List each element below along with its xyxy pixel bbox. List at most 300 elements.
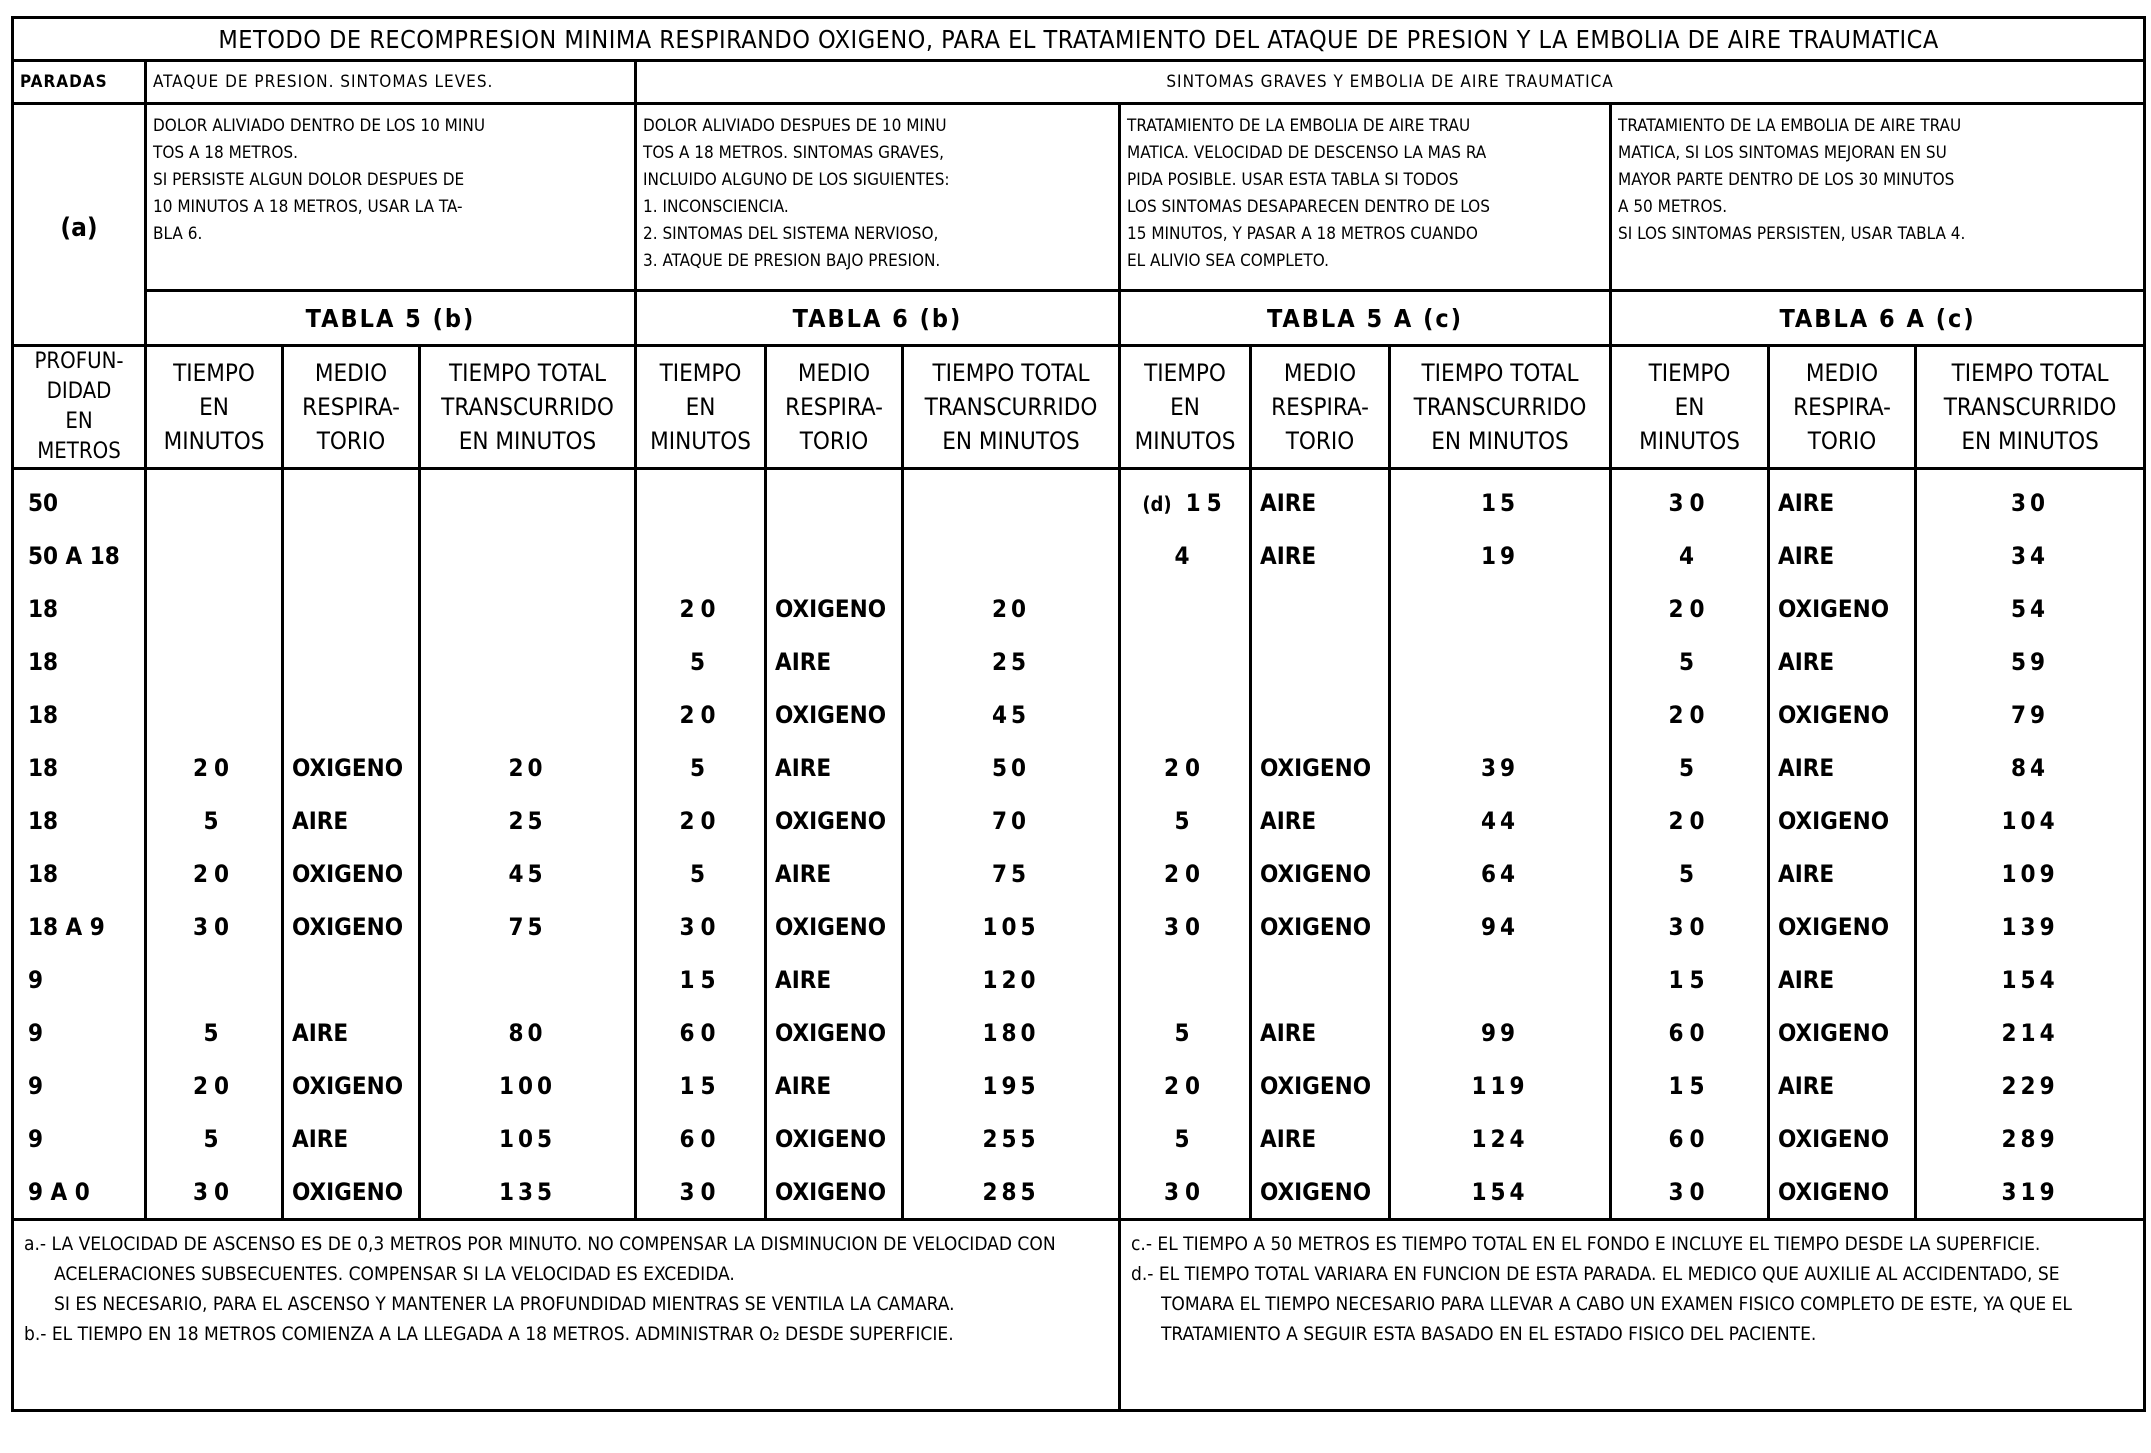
cell-value: OXIGENO	[1778, 700, 1890, 729]
header-line: TIEMPO	[1648, 359, 1731, 387]
total-cell	[1916, 1006, 2145, 1059]
header-line: EN	[685, 393, 716, 421]
cell-value: 15	[1668, 1071, 1711, 1100]
header-medio	[766, 346, 903, 469]
medio-cell	[766, 794, 903, 847]
cell-value: OXIGENO	[1778, 806, 1890, 835]
total-cell	[1916, 1165, 2145, 1220]
tiempo-cell	[636, 953, 766, 1006]
tabla6a-heading: TABLA 6 A (c)	[1611, 291, 2145, 346]
cell-value: 109	[2001, 859, 2059, 888]
cell-value: 5	[203, 806, 225, 835]
cell-value: 75	[991, 859, 1031, 888]
tiempo-cell	[1611, 469, 1769, 530]
medio-cell	[1251, 469, 1390, 530]
description-line: LOS SINTOMAS DESAPARECEN DENTRO DE LOS	[1127, 197, 1490, 217]
cell-value: 19	[1480, 541, 1520, 570]
header-line: EN	[65, 409, 93, 434]
medio-cell	[1769, 1006, 1916, 1059]
medio-cell	[766, 953, 903, 1006]
cell-value: 20	[991, 594, 1031, 623]
medio-cell	[766, 469, 903, 530]
depth-cell	[13, 794, 146, 847]
tiempo-cell	[1120, 847, 1251, 900]
medio-cell	[1769, 469, 1916, 530]
cell-value: 15	[679, 1071, 722, 1100]
tiempo-cell	[1611, 794, 1769, 847]
medio-cell	[1769, 635, 1916, 688]
cell-value: 5	[203, 1124, 225, 1153]
medio-cell	[1769, 953, 1916, 1006]
cell-value: AIRE	[775, 1071, 832, 1100]
description-line: 2. SINTOMAS DEL SISTEMA NERVIOSO,	[643, 224, 939, 244]
medio-cell	[1769, 688, 1916, 741]
description-line: MATICA. VELOCIDAD DE DESCENSO LA MAS RA	[1127, 143, 1487, 163]
header-tiempo	[1120, 346, 1251, 469]
total-cell	[1390, 469, 1611, 530]
cell-value: 20	[1668, 700, 1711, 729]
header-line: TRANSCURRIDO	[1413, 393, 1587, 421]
cell-value: 45	[508, 859, 547, 888]
description-line: MAYOR PARTE DENTRO DE LOS 30 MINUTOS	[1618, 170, 1955, 190]
table-row	[13, 1006, 2145, 1059]
total-cell	[420, 529, 636, 582]
header-tiempo-total	[420, 346, 636, 469]
cell-value: 214	[2001, 1018, 2059, 1047]
tiempo-cell	[636, 794, 766, 847]
description-line: A 50 METROS.	[1618, 197, 1728, 217]
cell-value: 5	[689, 647, 712, 676]
depth-cell	[13, 469, 146, 530]
header-line: RESPIRA-	[785, 393, 883, 421]
header-line: EN	[1170, 393, 1200, 421]
medio-cell	[1251, 1059, 1390, 1112]
header-medio	[283, 346, 420, 469]
cell-value: 5	[203, 1018, 225, 1047]
total-cell	[1916, 794, 2145, 847]
medio-cell	[1251, 582, 1390, 635]
paradas-label: PARADAS	[13, 61, 146, 104]
cell-value: 99	[1480, 1018, 1520, 1047]
tiempo-cell	[1120, 529, 1251, 582]
cell-value: 18	[28, 753, 59, 782]
cell-value: 30	[1668, 488, 1711, 517]
total-cell	[1916, 741, 2145, 794]
tiempo-cell	[1120, 688, 1251, 741]
medio-cell	[1769, 1112, 1916, 1165]
header-line: MINUTOS	[650, 427, 751, 455]
cell-value: 5	[689, 859, 712, 888]
depth-cell	[13, 529, 146, 582]
header-line: TORIO	[316, 427, 386, 455]
tiempo-cell	[1611, 847, 1769, 900]
cell-value: AIRE	[1260, 1018, 1317, 1047]
cell-value: 30	[679, 912, 722, 941]
depth-cell	[13, 582, 146, 635]
table-row	[13, 635, 2145, 688]
medio-cell	[766, 688, 903, 741]
cell-value: 30	[192, 912, 236, 941]
header-line: RESPIRA-	[302, 393, 400, 421]
section-graves: SINTOMAS GRAVES Y EMBOLIA DE AIRE TRAUMATICA	[636, 61, 2145, 104]
cell-value: 20	[679, 594, 722, 623]
cell-value: 20	[1668, 806, 1711, 835]
cell-value: OXIGENO	[1778, 1177, 1890, 1206]
description-line: PIDA POSIBLE. USAR ESTA TABLA SI TODOS	[1127, 170, 1459, 190]
medio-cell	[1251, 794, 1390, 847]
cell-value: OXIGENO	[1260, 912, 1372, 941]
total-cell	[903, 469, 1120, 530]
cell-value: 30	[1163, 1177, 1207, 1206]
header-line: TIEMPO	[1144, 359, 1226, 387]
total-cell	[903, 794, 1120, 847]
cell-value: AIRE	[292, 1018, 349, 1047]
cell-value: 18	[28, 700, 59, 729]
cell-value: OXIGENO	[292, 912, 404, 941]
table-row	[13, 1165, 2145, 1220]
tiempo-cell	[146, 635, 283, 688]
medio-cell	[1251, 635, 1390, 688]
cell-value: 60	[679, 1018, 722, 1047]
description-line: 3. ATAQUE DE PRESION BAJO PRESION.	[643, 251, 941, 271]
cell-value: OXIGENO	[1778, 912, 1890, 941]
desc-tabla6a	[1611, 104, 2145, 291]
cell-value: 15	[1185, 488, 1228, 517]
cell-value: 50	[991, 753, 1031, 782]
total-cell	[420, 741, 636, 794]
medio-cell	[1251, 847, 1390, 900]
header-tiempo	[146, 346, 283, 469]
total-cell	[1916, 847, 2145, 900]
cell-value: 20	[192, 1071, 236, 1100]
tiempo-cell	[636, 741, 766, 794]
tiempo-cell	[146, 741, 283, 794]
cell-value: OXIGENO	[1778, 1018, 1890, 1047]
cell-value: 80	[508, 1018, 547, 1047]
cell-value: 54	[2011, 594, 2050, 623]
header-tiempo	[636, 346, 766, 469]
cell-value: OXIGENO	[292, 753, 404, 782]
cell-value: AIRE	[292, 1124, 349, 1153]
medio-cell	[1251, 1165, 1390, 1220]
cell-value: 30	[1668, 912, 1711, 941]
medio-cell	[1251, 953, 1390, 1006]
cell-value: 120	[982, 965, 1040, 994]
cell-value: OXIGENO	[775, 912, 887, 941]
description-line: INCLUIDO ALGUNO DE LOS SIGUIENTES:	[643, 170, 950, 190]
header-line: RESPIRA-	[1271, 393, 1369, 421]
medio-cell	[283, 741, 420, 794]
header-medio	[1769, 346, 1916, 469]
cell-value: 25	[508, 806, 547, 835]
cell-value: 34	[2011, 541, 2050, 570]
tiempo-cell	[146, 469, 283, 530]
cell-value: 20	[508, 753, 547, 782]
cell-value: 18	[28, 859, 59, 888]
total-cell	[903, 635, 1120, 688]
cell-value: 9	[28, 1018, 44, 1047]
cell-value: 30	[192, 1177, 236, 1206]
medio-cell	[766, 1059, 903, 1112]
cell-value: 25	[991, 647, 1031, 676]
table-row	[13, 1112, 2145, 1165]
cell-value: 39	[1480, 753, 1520, 782]
tiempo-cell	[636, 529, 766, 582]
total-cell	[903, 529, 1120, 582]
cell-value: AIRE	[775, 859, 832, 888]
cell-value: OXIGENO	[1260, 1071, 1372, 1100]
table-row	[13, 469, 2145, 530]
total-cell	[1390, 741, 1611, 794]
header-tiempo-total	[903, 346, 1120, 469]
total-cell	[903, 1165, 1120, 1220]
header-line: TRANSCURRIDO	[441, 393, 614, 421]
depth-cell	[13, 635, 146, 688]
cell-value: 5	[689, 753, 712, 782]
cell-value: 5	[1678, 753, 1701, 782]
medio-cell	[283, 635, 420, 688]
medio-cell	[283, 1165, 420, 1220]
tiempo-cell	[636, 688, 766, 741]
header-line: MEDIO	[1283, 359, 1357, 387]
cell-value: 154	[2001, 965, 2059, 994]
cell-value: 180	[982, 1018, 1040, 1047]
total-cell	[1390, 688, 1611, 741]
cell-value: 59	[2011, 647, 2050, 676]
header-line: TIEMPO	[173, 359, 255, 387]
cell-value: 79	[2011, 700, 2050, 729]
cell-value: 9	[28, 1124, 44, 1153]
header-line: TRANSCURRIDO	[1943, 393, 2117, 421]
tiempo-cell	[636, 1006, 766, 1059]
cell-value: 60	[1668, 1124, 1711, 1153]
table-row	[13, 688, 2145, 741]
cell-value: OXIGENO	[292, 859, 404, 888]
total-cell	[1390, 794, 1611, 847]
cell-value: 5	[1174, 1018, 1196, 1047]
tiempo-cell	[636, 900, 766, 953]
cell-value: AIRE	[292, 806, 349, 835]
cell-value: 15	[679, 965, 722, 994]
tiempo-cell	[1120, 635, 1251, 688]
note-a-label: (a)	[13, 104, 146, 346]
cell-value: OXIGENO	[775, 700, 887, 729]
table-row	[13, 1059, 2145, 1112]
cell-value: 9	[28, 965, 44, 994]
depth-cell	[13, 1165, 146, 1220]
table-row	[13, 953, 2145, 1006]
tiempo-cell	[1611, 582, 1769, 635]
tiempo-cell	[1611, 1165, 1769, 1220]
total-cell	[1390, 847, 1611, 900]
tabla5a-heading: TABLA 5 A (c)	[1120, 291, 1611, 346]
total-cell	[903, 1059, 1120, 1112]
header-line: TIEMPO	[659, 359, 742, 387]
cell-value: 20	[1163, 753, 1207, 782]
depth-cell	[13, 953, 146, 1006]
header-line: MEDIO	[314, 359, 388, 387]
footnote-c: c.- EL TIEMPO A 50 METROS ES TIEMPO TOTAL EN EL FONDO E INCLUYE EL TIEMPO DESDE LA SUPERFICIE.	[1131, 1233, 2041, 1255]
cell-value: OXIGENO	[775, 1177, 887, 1206]
cell-value: 44	[1480, 806, 1520, 835]
cell-value: OXIGENO	[1260, 753, 1372, 782]
medio-cell	[283, 1006, 420, 1059]
cell-value: 50 A 18	[28, 541, 120, 570]
total-cell	[420, 1165, 636, 1220]
tiempo-cell	[1120, 1059, 1251, 1112]
desc-tabla5	[146, 104, 636, 291]
total-cell	[420, 900, 636, 953]
total-cell	[1916, 529, 2145, 582]
cell-value: 289	[2001, 1124, 2059, 1153]
description-line: SI PERSISTE ALGUN DOLOR DESPUES DE	[153, 170, 465, 190]
medio-cell	[1251, 741, 1390, 794]
description-line: TRATAMIENTO DE LA EMBOLIA DE AIRE TRAU	[1618, 116, 1962, 136]
desc-tabla5a	[1120, 104, 1611, 291]
medio-cell	[766, 1165, 903, 1220]
cell-value: 154	[1471, 1177, 1529, 1206]
header-medio	[1251, 346, 1390, 469]
tabla5-heading: TABLA 5 (b)	[146, 291, 636, 346]
cell-value: 4	[1174, 541, 1196, 570]
header-tiempo	[1611, 346, 1769, 469]
total-cell	[420, 582, 636, 635]
cell-value: AIRE	[1778, 488, 1835, 517]
description-line: 15 MINUTOS, Y PASAR A 18 METROS CUANDO	[1127, 224, 1478, 244]
footnote-a-cont: SI ES NECESARIO, PARA EL ASCENSO Y MANTENER LA PROFUNDIDAD MIENTRAS SE VENTILA LA CAMARA.	[54, 1293, 955, 1315]
cell-value: 30	[2011, 488, 2050, 517]
depth-cell	[13, 847, 146, 900]
cell-value: 45	[991, 700, 1031, 729]
description-line: TOS A 18 METROS.	[153, 143, 298, 163]
header-line: TRANSCURRIDO	[924, 393, 1098, 421]
tiempo-cell	[1120, 582, 1251, 635]
tiempo-cell	[1120, 741, 1251, 794]
table-row	[13, 847, 2145, 900]
medio-cell	[283, 953, 420, 1006]
total-cell	[1390, 1112, 1611, 1165]
medio-cell	[766, 741, 903, 794]
total-cell	[903, 582, 1120, 635]
cell-value: 30	[1163, 912, 1207, 941]
total-cell	[420, 1059, 636, 1112]
description-line: 1. INCONSCIENCIA.	[643, 197, 789, 217]
cell-value: 135	[498, 1177, 557, 1206]
footnote-b: b.- EL TIEMPO EN 18 METROS COMIENZA A LA LLEGADA A 18 METROS. ADMINISTRAR O₂ DESDE SUPERFICIE.	[24, 1323, 954, 1345]
tiempo-cell	[636, 635, 766, 688]
cell-value: OXIGENO	[775, 806, 887, 835]
cell-value: AIRE	[1260, 541, 1317, 570]
medio-cell	[766, 1006, 903, 1059]
total-cell	[420, 1006, 636, 1059]
tabla6-heading: TABLA 6 (b)	[636, 291, 1120, 346]
medio-cell	[766, 1112, 903, 1165]
header-line: METROS	[37, 439, 121, 464]
header-line: EN MINUTOS	[942, 427, 1080, 455]
tiempo-cell	[1611, 1112, 1769, 1165]
tiempo-cell	[146, 1165, 283, 1220]
cell-value: AIRE	[1260, 806, 1317, 835]
medio-cell	[283, 1112, 420, 1165]
cell-value: 60	[1668, 1018, 1711, 1047]
cell-value: AIRE	[1778, 1071, 1835, 1100]
tiempo-cell	[146, 1112, 283, 1165]
cell-value: AIRE	[1778, 965, 1835, 994]
cell-value: OXIGENO	[775, 1124, 887, 1153]
header-line: MINUTOS	[1134, 427, 1236, 455]
tiempo-cell	[146, 1059, 283, 1112]
total-cell	[420, 688, 636, 741]
medio-cell	[766, 635, 903, 688]
header-tiempo-total	[1916, 346, 2145, 469]
tiempo-cell	[1120, 900, 1251, 953]
tiempo-cell	[636, 582, 766, 635]
medio-cell	[283, 1059, 420, 1112]
description-line: TOS A 18 METROS. SINTOMAS GRAVES,	[643, 143, 944, 163]
total-cell	[1916, 900, 2145, 953]
tiempo-cell	[146, 529, 283, 582]
header-line: RESPIRA-	[1793, 393, 1891, 421]
header-line: TORIO	[1807, 427, 1877, 455]
cell-value: 84	[2011, 753, 2050, 782]
total-cell	[1390, 1059, 1611, 1112]
total-cell	[420, 953, 636, 1006]
medio-cell	[283, 688, 420, 741]
medio-cell	[283, 794, 420, 847]
header-line: TIEMPO TOTAL	[932, 359, 1090, 387]
medio-cell	[1251, 529, 1390, 582]
medio-cell	[766, 529, 903, 582]
depth-cell	[13, 1112, 146, 1165]
medio-cell	[1251, 1006, 1390, 1059]
tiempo-cell	[146, 900, 283, 953]
cell-value: OXIGENO	[292, 1177, 404, 1206]
cell-value: 94	[1480, 912, 1520, 941]
table-row	[13, 900, 2145, 953]
depth-cell	[13, 1006, 146, 1059]
footnotes-left	[13, 1220, 1120, 1411]
header-profundidad	[13, 346, 146, 469]
tiempo-cell	[1120, 794, 1251, 847]
medio-cell	[283, 469, 420, 530]
total-cell	[903, 900, 1120, 953]
medio-cell	[1251, 688, 1390, 741]
cell-value: AIRE	[1778, 647, 1835, 676]
table-row	[13, 794, 2145, 847]
cell-value: 124	[1471, 1124, 1529, 1153]
cell-value: 5	[1678, 859, 1701, 888]
depth-cell	[13, 688, 146, 741]
header-line: TIEMPO TOTAL	[1421, 359, 1579, 387]
total-cell	[1916, 582, 2145, 635]
total-cell	[903, 953, 1120, 1006]
depth-cell	[13, 741, 146, 794]
cell-value: 30	[679, 1177, 722, 1206]
medio-cell	[283, 529, 420, 582]
tiempo-cell	[146, 688, 283, 741]
description-line: 10 MINUTOS A 18 METROS, USAR LA TA-	[153, 197, 463, 217]
tiempo-cell	[636, 1059, 766, 1112]
header-line: TIEMPO TOTAL	[449, 359, 606, 387]
description-line: TRATAMIENTO DE LA EMBOLIA DE AIRE TRAU	[1127, 116, 1471, 136]
medio-cell	[283, 582, 420, 635]
header-line: EN MINUTOS	[1431, 427, 1569, 455]
header-line: DIDAD	[46, 379, 112, 404]
cell-value: OXIGENO	[1260, 859, 1372, 888]
cell-value: 100	[498, 1071, 557, 1100]
tiempo-cell	[636, 847, 766, 900]
cell-value: OXIGENO	[1778, 1124, 1890, 1153]
